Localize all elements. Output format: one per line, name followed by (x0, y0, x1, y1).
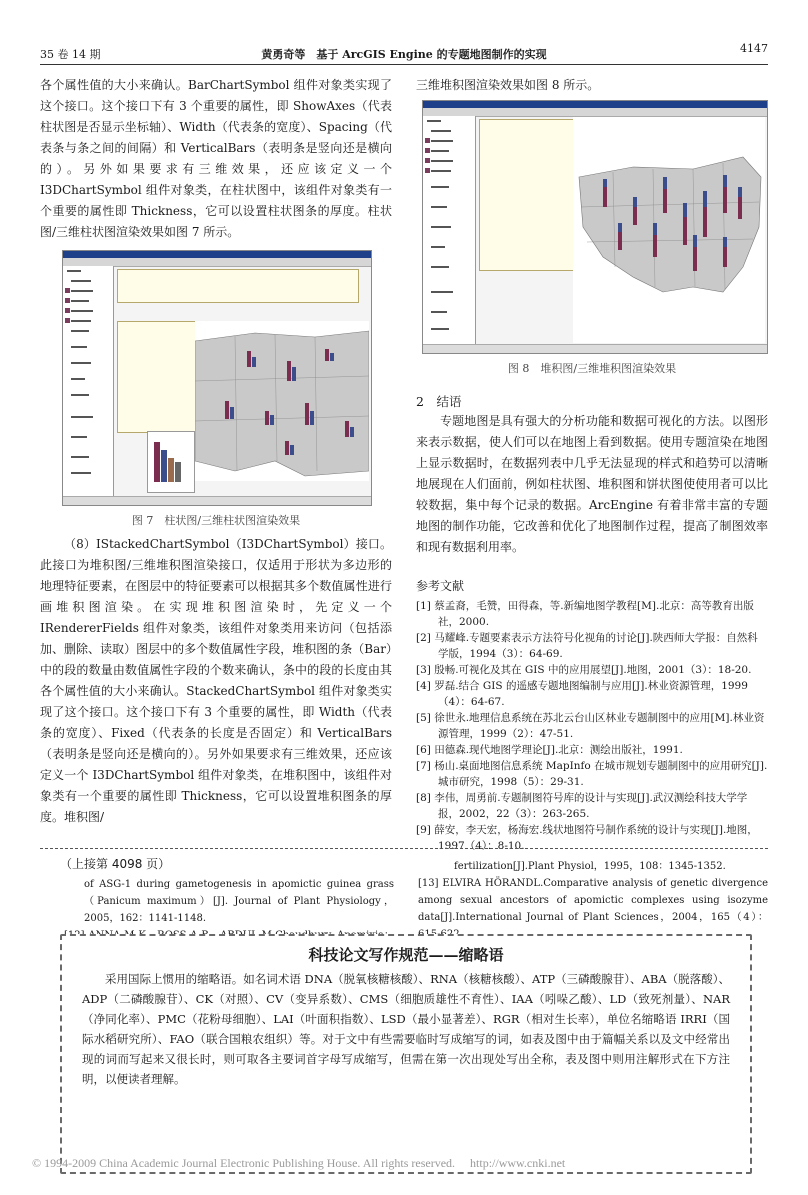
app-titlebar (63, 251, 371, 258)
app-statusbar (423, 344, 767, 353)
references-heading: 参考文献 (416, 579, 465, 593)
reference-item: [4] 罗磊.结合 GIS 的遥感专题地图编制与应用[J].林业资源管理，1999（4）：64-67. (416, 680, 748, 708)
reference-item: [9] 薛安，李天宏，杨海宏.线状地图符号制作系统的设计与实现[J].地图，1997（4）：8-10. (416, 824, 758, 852)
layer-list-graphic (423, 116, 475, 346)
legend-graphic (148, 432, 194, 492)
guidelines-title: 科技论文写作规范——缩略语 (308, 946, 504, 964)
section-heading: 2 结语 (416, 394, 462, 409)
volume-issue: 35 卷 14 期 (40, 48, 101, 61)
left-column-bottom (40, 534, 392, 850)
body-paragraph: （8）IStackedChartSymbol（I3DChartSymbol）接口。此接口为堆积图/三维堆积图渲染接口，仅适用于形状为多边形的地理特征要素，在图层中的特征要素可以根据其多个数值属性进行画堆积图渲染。在实现堆积图渲染时，先定义一个 IRendererFields 组件对象类，该组件对象类用来访问（包括添加、删除、读取）图层中的多个数值属性字段，堆积图的条（Bar）中的段的数量由数值属性字段的个数来确认，条中的段的长度由其各个属性值的大小来确认。StackedChartSymbol 组件对象类实现了这个接口。这个接口下有 3 个重要的属性，即 Width（代表条的宽度）、Fixed（代表条的长度是否固定）和 VerticalBars（表明条是竖向还是横向的）。另外如果要求有三维效果，还应该定义一个 I3DChartSymbol 组件对象类，在堆积图中，该组件对象类有一个重要的属性即 Thickness，它可以设置堆积图条的厚度。堆积图/ (40, 537, 392, 824)
figure-7-screenshot (62, 250, 372, 506)
layer-list-graphic (63, 266, 113, 496)
map-view (195, 321, 369, 481)
continuation-ref: of ASG-1 during gametogenesis in apomictic guinea grass（Panicum maximum）[J]. Journal of Plant Physiology，2005，162：1141-1148. (84, 879, 394, 924)
page-number: 4147 (740, 42, 768, 55)
legend-box (147, 431, 195, 493)
app-titlebar (423, 101, 767, 108)
continuation-ref: fertilization[J].Plant Physiol，1995，108：1345-1352. (454, 861, 726, 872)
reference-item: [8] 李伟，周勇前.专题制图符号库的设计与实现[J].武汉测绘科技大学学报，2002，22（3）：263-265. (416, 792, 748, 820)
writing-guidelines-box (60, 934, 752, 1174)
reference-item: [7] 杨山.桌面地图信息系统 MapInfo 在城市规划专题制图中的应用研究[J].城市研究，1998（5）：29-31. (416, 760, 768, 788)
figure-8-caption: 图 8 堆积图/三维堆积图渲染效果 (507, 362, 677, 375)
reference-item: [6] 田德森.现代地图学理论[J].北京：测绘出版社，1991. (416, 744, 683, 756)
figure-7-caption: 图 7 柱状图/三维柱状图渲染效果 (131, 514, 301, 527)
map-view (573, 117, 765, 343)
continuation-ref: [13] ELVIRA HÖRANDL.Comparative analysis of genetic divergence among sexual ancestors of apomictic complexes using isozyme data[J].International Journal of Plant Sciences，2004，165（4）： (418, 878, 768, 923)
running-header (40, 44, 768, 65)
right-column-top (416, 75, 768, 97)
reference-item: [2] 马耀峰.专题要素表示方法符号化视角的讨论[J].陕西师大学报：自然科学版，1994（3）：64-69. (416, 632, 758, 660)
left-column-top (40, 75, 392, 243)
running-title: 黄勇奇等 基于 ArcGIS Engine 的专题地图制作的实现 (261, 48, 547, 61)
app-statusbar (63, 496, 371, 505)
bar-chart-map-graphic (195, 321, 369, 481)
body-paragraph: 各个属性值的大小来确认。BarChartSymbol 组件对象类实现了这个接口。这个接口下有 3 个重要的属性，即 ShowAxes（代表柱状图是否显示坐标轴）、Width（代表条的宽度）、Spacing（代表条与条之间的间隔）和 VerticalBars（表明条是竖向还是横向的）。另外如果要求有三维效果，还应该定义一个 I3DChartSymbol 组件对象类，在柱状图中，该组件对象类有一个重要的属性即 Thickness，它可以设置柱状图条的厚度。柱状图/三维柱状图渲染效果如图 7 所示。 (40, 78, 392, 239)
continuation-right (418, 858, 768, 943)
layer-tree (63, 266, 114, 497)
body-paragraph: 专题地图是具有强大的分析功能和数据可视化的方法。以图形来表示数据，使人们可以在地图上看到数据。使用专题渲染在地图上显示数据时，在数据列表中几乎无法显现的样式和趋势可以清晰地展现在人们面前，例如柱状图、堆积图和饼状图使使用者可以比较数据，集中每个记录的数据。ArcEngine 有着非常丰富的专题地图的制作功能，它改善和优化了地图制作过程，提高了制图效率和现有数据利用率。 (416, 414, 768, 554)
figure-8-screenshot (422, 100, 768, 354)
reference-item: [3] 殷畅.可视化及其在 GIS 中的应用展望[J].地图，2001（3）：18-20. (416, 664, 752, 676)
body-paragraph: 三维堆积图渲染效果如图 8 所示。 (416, 78, 600, 92)
reference-list (416, 598, 768, 854)
stacked-chart-map-graphic (573, 117, 765, 343)
layer-tree (423, 116, 476, 345)
copyright-footer: © 1994-2009 China Academic Journal Electronic Publishing House. All rights reserved. http://www.cnki.net (32, 1156, 566, 1170)
reference-item: [5] 徐世永.地理信息系统在苏北云台山区林业专题制图中的应用[M].林业资源管理，1999（2）：47-51. (416, 712, 765, 740)
conclusion-section (416, 411, 768, 571)
settings-panel-left (117, 321, 197, 433)
reference-item: [1] 蔡孟裔，毛赞，田得森，等.新编地图学教程[M].北京：高等教育出版社，2000. (416, 600, 754, 628)
section-divider (40, 848, 768, 849)
settings-panel-top (117, 269, 359, 303)
guidelines-text: 采用国际上惯用的缩略语。如名词术语 DNA（脱氧核糖核酸）、RNA（核糖核酸）、ATP（三磷酸腺苷）、ABA（脱落酸）、ADP（二磷酸腺苷）、CK（对照）、CV（变异系数）、CMS（细胞质雄性不育性）、IAA（吲哚乙酸）、LD（致死剂量）、NAR（净同化率）、PMC（花粉母细胞）、LAI（叶面积指数）、LSD（最小显著差）、RGR（相对生长率），单位名缩略语 IRRI（国际水稻研究所）、FAO（联合国粮农组织）等。对于文中有些需要临时写成缩写的词，如表及图中由于篇幅关系以及文中经常出现的词而写起来又很长时，则可取各主要词首字母写成缩写，但需在第一次出现处写出全称，表及图中则用注解形式在下方注明，以便读者理解。 (82, 972, 730, 1086)
continuation-heading: （上接第 4098 页） (60, 857, 171, 871)
